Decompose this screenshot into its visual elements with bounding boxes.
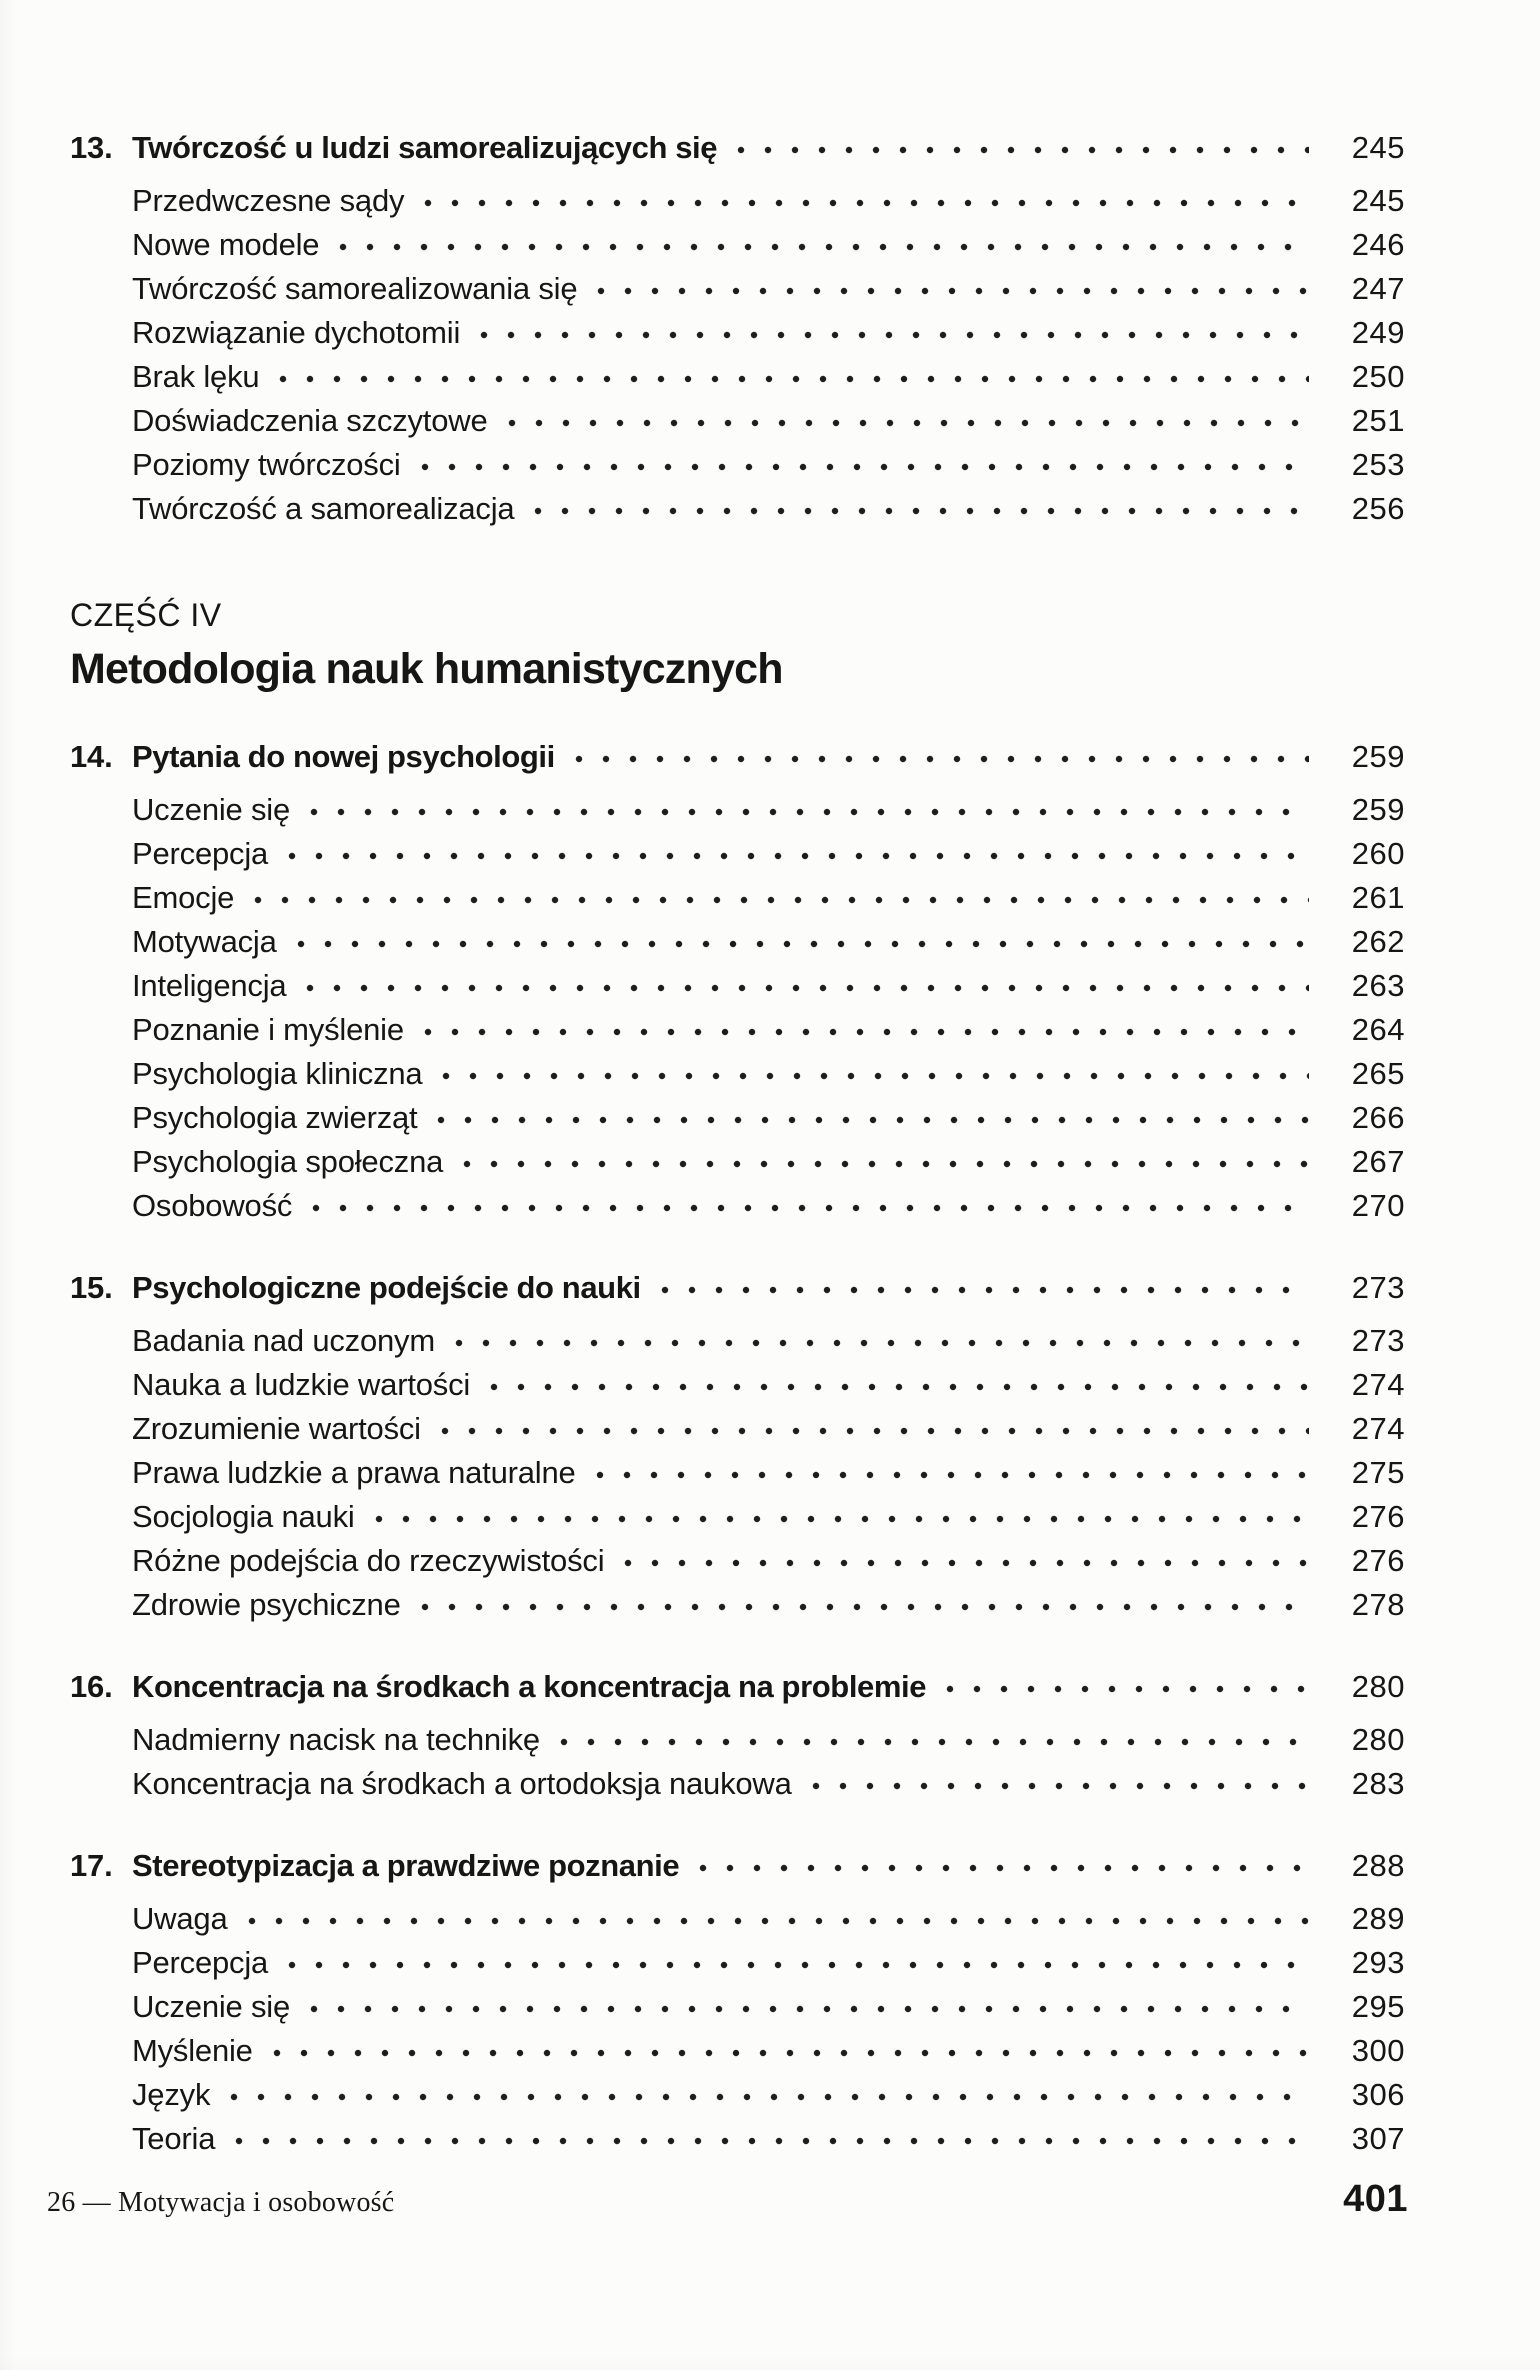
- subitem-page-number: 266: [1351, 1100, 1405, 1135]
- page-footer: [47, 2178, 1408, 2221]
- dot-leader: [437, 1115, 1309, 1125]
- subitem-title: Nauka a ludzkie wartości: [132, 1367, 471, 1402]
- subitem-title: Emocje: [132, 880, 235, 915]
- toc-subitem-row: [70, 964, 1405, 1008]
- subitem-title: Psychologia zwierząt: [132, 1100, 418, 1135]
- print-signature: 26 — Motywacja i osobowość: [47, 2187, 395, 2218]
- subitem-title: Psychologia kliniczna: [132, 1056, 423, 1091]
- dot-leader: [624, 1558, 1309, 1568]
- chapter-page-number: 245: [1351, 130, 1405, 165]
- dot-leader: [463, 1159, 1309, 1169]
- subitem-title: Koncentracja na środkach a ortodoksja naukowa: [132, 1766, 792, 1801]
- subitem-page-number: 274: [1351, 1367, 1405, 1402]
- dot-leader: [339, 242, 1309, 252]
- part-heading: [70, 593, 1405, 697]
- dot-leader: [273, 2048, 1309, 2058]
- toc-subitem-row: [70, 1140, 1405, 1184]
- subitem-title: Poziomy twórczości: [132, 447, 401, 482]
- subitem-title: Twórczość samorealizowania się: [132, 271, 578, 306]
- subitem-page-number: 264: [1351, 1012, 1405, 1047]
- chapter-title: Twórczość u ludzi samorealizujących się: [132, 130, 718, 165]
- dot-leader: [288, 1960, 1309, 1970]
- subitem-title: Rozwiązanie dychotomii: [132, 315, 461, 350]
- chapter-number: 13.: [70, 130, 113, 165]
- chapter-number: 14.: [70, 739, 113, 774]
- dot-leader: [424, 198, 1309, 208]
- subitem-page-number: 256: [1351, 491, 1405, 526]
- dot-leader: [441, 1426, 1309, 1436]
- dot-leader: [421, 462, 1309, 472]
- subitem-title: Inteligencja: [132, 968, 287, 1003]
- toc-subitem-row: [70, 487, 1405, 531]
- subitem-page-number: 245: [1351, 183, 1405, 218]
- chapter-row: [70, 126, 1405, 170]
- dot-leader: [306, 983, 1309, 993]
- subitem-page-number: 276: [1351, 1543, 1405, 1578]
- toc-subitem-row: [70, 2117, 1405, 2161]
- chapter-page-number: 259: [1351, 739, 1405, 774]
- subitem-page-number: 259: [1351, 792, 1405, 827]
- subitem-page-number: 300: [1351, 2033, 1405, 2068]
- chapter-page-number: 288: [1351, 1848, 1405, 1883]
- chapter-title: Pytania do nowej psychologii: [132, 739, 555, 774]
- dot-leader: [254, 895, 1309, 905]
- dot-leader: [297, 939, 1309, 949]
- subitem-title: Twórczość a samorealizacja: [132, 491, 515, 526]
- subitem-title: Psychologia społeczna: [132, 1144, 444, 1179]
- subitem-title: Nadmierny nacisk na technikę: [132, 1722, 540, 1757]
- toc-subitem-row: [70, 1008, 1405, 1052]
- subitem-title: Nowe modele: [132, 227, 320, 262]
- dot-leader: [490, 1382, 1309, 1392]
- chapter-block: [70, 735, 1405, 1228]
- dot-leader: [455, 1338, 1309, 1348]
- subitem-title: Uwaga: [132, 1901, 228, 1936]
- toc-subitem-row: [70, 1184, 1405, 1228]
- subitem-page-number: 260: [1351, 836, 1405, 871]
- chapter-row: [70, 735, 1405, 779]
- toc-subitem-row: [70, 2029, 1405, 2073]
- chapter-title: Psychologiczne podejście do nauki: [132, 1270, 641, 1305]
- subitem-title: Percepcja: [132, 836, 269, 871]
- dot-leader: [248, 1916, 1310, 1926]
- toc-subitem-row: [70, 920, 1405, 964]
- toc-subitem-row: [70, 2073, 1405, 2117]
- toc-subitem-row: [70, 1363, 1405, 1407]
- dot-leader: [310, 2004, 1309, 2014]
- toc-subitem-row: [70, 267, 1405, 311]
- toc-subitem-row: [70, 788, 1405, 832]
- subitem-page-number: 273: [1351, 1323, 1405, 1358]
- toc-subitem-row: [70, 1718, 1405, 1762]
- toc-subitem-row: [70, 1319, 1405, 1363]
- toc-subitem-row: [70, 223, 1405, 267]
- toc-subitem-row: [70, 1941, 1405, 1985]
- subitem-page-number: 283: [1351, 1766, 1405, 1801]
- toc-subitem-row: [70, 876, 1405, 920]
- subitem-page-number: 280: [1351, 1722, 1405, 1757]
- chapter-block: [70, 126, 1405, 531]
- subitem-page-number: 253: [1351, 447, 1405, 482]
- subitem-title: Myślenie: [132, 2033, 253, 2068]
- chapter-row: [70, 1665, 1405, 1709]
- page-number: 401: [1343, 2178, 1408, 2220]
- toc-subitem-row: [70, 1583, 1405, 1627]
- dot-leader: [699, 1863, 1309, 1873]
- subitem-title: Prawa ludzkie a prawa naturalne: [132, 1455, 576, 1490]
- subitem-page-number: 261: [1351, 880, 1405, 915]
- chapter-number: 16.: [70, 1669, 113, 1704]
- toc-subitem-row: [70, 443, 1405, 487]
- subitem-page-number: 293: [1351, 1945, 1405, 1980]
- dot-leader: [596, 1470, 1309, 1480]
- toc-subitem-row: [70, 311, 1405, 355]
- dot-leader: [661, 1285, 1309, 1295]
- dot-leader: [597, 286, 1309, 296]
- toc-subitem-row: [70, 1897, 1405, 1941]
- chapter-title: Stereotypizacja a prawdziwe poznanie: [132, 1848, 680, 1883]
- subitem-title: Język: [132, 2077, 211, 2112]
- dot-leader: [946, 1684, 1309, 1694]
- dot-leader: [424, 1027, 1309, 1037]
- subitem-page-number: 246: [1351, 227, 1405, 262]
- subitem-page-number: 289: [1351, 1901, 1405, 1936]
- subitem-page-number: 251: [1351, 403, 1405, 438]
- subitem-title: Osobowość: [132, 1188, 293, 1223]
- subitem-page-number: 275: [1351, 1455, 1405, 1490]
- chapter-block: [70, 1266, 1405, 1627]
- chapter-page-number: 273: [1351, 1270, 1405, 1305]
- subitem-page-number: 247: [1351, 271, 1405, 306]
- dot-leader: [737, 145, 1309, 155]
- dot-leader: [279, 374, 1309, 384]
- dot-leader: [375, 1514, 1309, 1524]
- subitem-page-number: 274: [1351, 1411, 1405, 1446]
- dot-leader: [560, 1737, 1309, 1747]
- subitem-page-number: 263: [1351, 968, 1405, 1003]
- toc-subitem-row: [70, 1052, 1405, 1096]
- subitem-title: Motywacja: [132, 924, 277, 959]
- subitem-title: Różne podejścia do rzeczywistości: [132, 1543, 605, 1578]
- toc-subitem-row: [70, 399, 1405, 443]
- toc-subitem-row: [70, 179, 1405, 223]
- toc-subitem-row: [70, 355, 1405, 399]
- part-title: Metodologia nauk humanistycznych: [70, 645, 783, 693]
- chapter-row: [70, 1266, 1405, 1310]
- part-label: CZĘŚĆ IV: [70, 597, 222, 633]
- subitem-page-number: 278: [1351, 1587, 1405, 1622]
- dot-leader: [442, 1071, 1309, 1081]
- dot-leader: [288, 851, 1309, 861]
- dot-leader: [575, 754, 1309, 764]
- subitem-title: Zdrowie psychiczne: [132, 1587, 401, 1622]
- subitem-page-number: 295: [1351, 1989, 1405, 2024]
- toc-subitem-row: [70, 1407, 1405, 1451]
- dot-leader: [310, 807, 1309, 817]
- subitem-title: Przedwczesne sądy: [132, 183, 405, 218]
- subitem-title: Brak lęku: [132, 359, 260, 394]
- dot-leader: [230, 2092, 1309, 2102]
- subitem-title: Socjologia nauki: [132, 1499, 355, 1534]
- dot-leader: [312, 1203, 1309, 1213]
- subitem-title: Uczenie się: [132, 1989, 291, 2024]
- toc-subitem-row: [70, 1762, 1405, 1806]
- chapter-block: [70, 1665, 1405, 1806]
- subitem-page-number: 267: [1351, 1144, 1405, 1179]
- dot-leader: [534, 506, 1309, 516]
- subitem-title: Uczenie się: [132, 792, 291, 827]
- dot-leader: [421, 1602, 1309, 1612]
- subitem-title: Doświadczenia szczytowe: [132, 403, 488, 438]
- dot-leader: [235, 2136, 1309, 2146]
- subitem-page-number: 262: [1351, 924, 1405, 959]
- subitem-title: Poznanie i myślenie: [132, 1012, 404, 1047]
- subitem-page-number: 307: [1351, 2121, 1405, 2156]
- subitem-title: Teoria: [132, 2121, 216, 2156]
- toc-subitem-row: [70, 1539, 1405, 1583]
- subitem-page-number: 276: [1351, 1499, 1405, 1534]
- chapter-block: [70, 1844, 1405, 2161]
- subitem-title: Percepcja: [132, 1945, 269, 1980]
- toc-subitem-row: [70, 1096, 1405, 1140]
- chapter-number: 17.: [70, 1848, 113, 1883]
- subitem-page-number: 249: [1351, 315, 1405, 350]
- chapter-title: Koncentracja na środkach a koncentracja na problemie: [132, 1669, 927, 1704]
- toc-subitem-row: [70, 1985, 1405, 2029]
- subitem-title: Badania nad uczonym: [132, 1323, 435, 1358]
- dot-leader: [812, 1781, 1309, 1791]
- dot-leader: [480, 330, 1309, 340]
- chapter-row: [70, 1844, 1405, 1888]
- chapter-page-number: 280: [1351, 1669, 1405, 1704]
- subitem-page-number: 250: [1351, 359, 1405, 394]
- chapter-number: 15.: [70, 1270, 113, 1305]
- toc-subitem-row: [70, 1495, 1405, 1539]
- subitem-title: Zrozumienie wartości: [132, 1411, 421, 1446]
- toc-subitem-row: [70, 1451, 1405, 1495]
- subitem-page-number: 265: [1351, 1056, 1405, 1091]
- dot-leader: [508, 418, 1310, 428]
- subitem-page-number: 306: [1351, 2077, 1405, 2112]
- toc-subitem-row: [70, 832, 1405, 876]
- subitem-page-number: 270: [1351, 1188, 1405, 1223]
